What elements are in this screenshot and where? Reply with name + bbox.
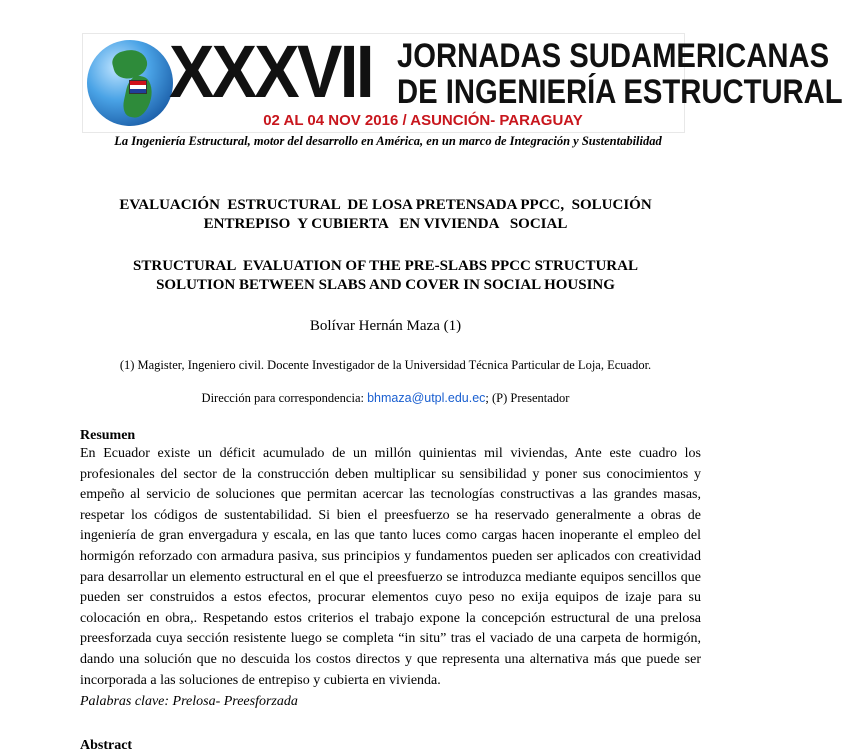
conference-banner bbox=[82, 30, 843, 133]
banner-edition: XXXVII bbox=[169, 30, 372, 113]
title-en-line2: SOLUTION BETWEEN SLABS AND COVER IN SOCIAL HOUSING bbox=[156, 277, 615, 293]
email-link[interactable]: bhmaza@utpl.edu.ec bbox=[367, 391, 486, 405]
affiliation: (1) Magister, Ingeniero civil. Docente Investigador de la Universidad Técnica Particular de Loja, Ecuador. bbox=[119, 358, 652, 372]
title-es-line1: EVALUACIÓN ESTRUCTURAL DE LOSA PRETENSADA PPCC, SOLUCIÓN bbox=[119, 197, 652, 213]
resumen-heading: Resumen bbox=[80, 428, 136, 443]
banner-date-place: 02 AL 04 NOV 2016 / ASUNCIÓN- PARAGUAY bbox=[263, 112, 583, 129]
conference-motto: La Ingeniería Estructural, motor del desarrollo en América, en un marco de Integración y Sustentabilidad bbox=[114, 134, 662, 148]
keywords: Palabras clave: Prelosa- Preesforzada bbox=[80, 694, 298, 709]
title-es-line2: ENTREPISO Y CUBIERTA EN VIVIENDA SOCIAL bbox=[203, 216, 568, 232]
correspondence bbox=[80, 391, 691, 406]
correspondence-label: Dirección para correspondencia: bbox=[201, 391, 368, 405]
title-en-line1: STRUCTURAL EVALUATION OF THE PRE-SLABS PPCC STRUCTURAL bbox=[133, 258, 638, 274]
paper-title-english bbox=[80, 257, 691, 295]
paper-title-spanish bbox=[80, 196, 691, 234]
globe-logo-icon bbox=[87, 40, 173, 126]
banner-title-line1: JORNADAS SUDAMERICANAS bbox=[397, 37, 830, 75]
author: Bolívar Hernán Maza (1) bbox=[309, 318, 462, 334]
abstract-heading: Abstract bbox=[80, 738, 133, 753]
resumen-body: En Ecuador existe un déficit acumulado de un millón quinientas mil viviendas, Ante este cuadro los profesionales del sector de la construcción deben multiplicar su sensibilidad y poner sus conocimientos y empeño al servicio de soluciones que permitan acercar las tecnologías constructivas a las grandes masas, respetar los códigos de sustentabilidad. Si bien el preesfuerzo se ha reservado generalmente a obras de ingeniería de gran envergadura y escala, en las que tanto luces como cargas hacen inoperante el empleo del hormigón reforzado con armadura pasiva, sus principios y fundamentos pueden ser aplicados con creatividad para desarrollar un elemento estructural en el que el preesfuerzo se introduzca mediante equipos sencillos que pueden ser construidos a estos efectos, procurar elementos cuyo peso no exija equipos de izaje para su colocación en obra,. Respetando estos criterios el trabajo expone la concepción estructural de una prelosa preesforzada cuya sección resistente luego se completa “in situ” tras el vaciado de una carpeta de hormigón, dando una solución que no descuida los costos directos y que representa una alternativa más que puede ser incorporada a las soluciones de entrepiso y cubierta en vivienda. bbox=[80, 446, 701, 688]
paraguay-flag-icon bbox=[129, 80, 147, 94]
correspondence-suffix: ; (P) Presentador bbox=[485, 391, 570, 405]
banner-title-line2: DE INGENIERÍA ESTRUCTURAL bbox=[397, 73, 843, 111]
